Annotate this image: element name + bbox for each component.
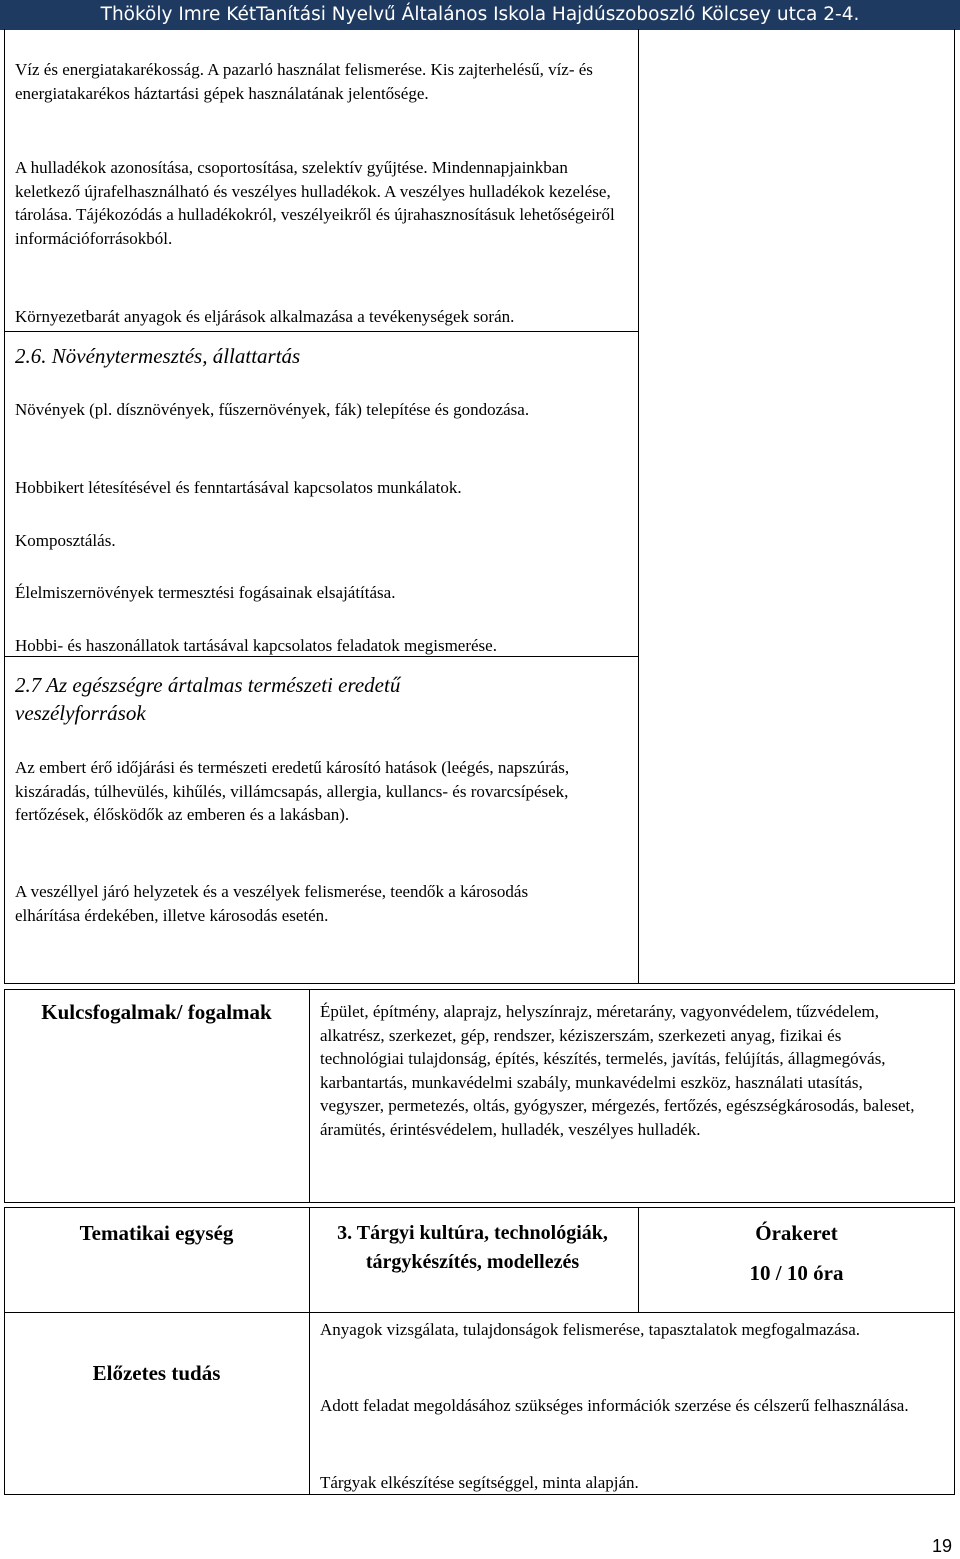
table2-column-divider (309, 989, 310, 1203)
prior-knowledge-label: Előzetes tudás (92, 1361, 221, 1385)
table1-column-divider (638, 29, 639, 984)
table2-border-top (4, 989, 955, 990)
paragraph-eco-materials: Környezetbarát anyagok és eljárások alkalmazása a tevékenységek során. (15, 307, 515, 326)
hours-label: Órakeret (755, 1221, 838, 1245)
section-heading-2-6: 2.6. Növénytermesztés, állattartás (15, 344, 301, 368)
list-item: Élelmiszernövények termesztési fogásainak elsajátítása. (15, 583, 396, 602)
table1-border-right (954, 29, 955, 984)
table3-row-divider (4, 1312, 955, 1313)
header-text: Thököly Imre KétTanítási Nyelvű Általános Iskola Hajdúszoboszló Kölcsey utca 2-4. (100, 4, 860, 25)
table1-rule-2-6 (4, 331, 639, 332)
section-heading-2-7: 2.7 Az egészségre ártalmas természeti eredetű veszélyforrások (15, 673, 401, 725)
prior-knowledge-item: Anyagok vizsgálata, tulajdonságok felismerése, tapasztalatok megfogalmazása. (320, 1320, 861, 1339)
page-number: 19 (931, 1536, 952, 1556)
document-header (0, 0, 960, 30)
table3-column-divider (309, 1207, 310, 1495)
table3-border-top (4, 1207, 955, 1208)
thematic-unit-title: 3. Tárgyi kultúra, technológiák, tárgykészítés, modellezés (337, 1222, 608, 1273)
paragraph-hazard-response: A veszéllyel járó helyzetek és a veszélyek felismerése, teendők a károsodás elhárítása érdekében, illetve károsodás esetén. (15, 882, 529, 925)
list-item: Növények (pl. dísznövények, fűszernövények, fák) telepítése és gondozása. (15, 400, 530, 419)
list-item: Hobbi- és haszonállatok tartásával kapcsolatos feladatok megismerése. (15, 636, 497, 655)
table2-border-bottom (4, 1202, 955, 1203)
prior-knowledge-item: Adott feladat megoldásához szükséges információk szerzése és célszerű felhasználása. (320, 1396, 909, 1415)
thematic-unit-label: Tematikai egység (79, 1221, 234, 1245)
paragraph-waste: A hulladékok azonosítása, csoportosítása, szelektív gyűjtése. Mindennapjainkban keletkező újrafelhasználható és veszélyes hulladékok. A veszélyes hulladékok kezelése, tárolása. Tájékozódás a hulladékokról, veszélyeikről és újrahasznosításuk lehetőségeiről információforrásokból. (15, 158, 615, 248)
key-concepts-text: Épület, építmény, alaprajz, helyszínrajz, méretarány, vagyonvédelem, tűzvédelem, alkatrész, szerkezet, gép, rendszer, kéziszerszám, szerkezeti anyag, fizikai és technológiai tulajdonság, építés, készítés, termelés, javítás, felújítás, állagmegóvás, karbantartás, munkavédelmi szabály, munkavédelmi eszköz, használati utasítás, vegyszer, permetezés, oltás, gyógyszer, mérgezés, fertőzés, egészségkárosodás, baleset, áramütés, érintésvédelem, hulladék, veszélyes hulladék. (320, 1002, 915, 1139)
table1-border-left (4, 29, 5, 984)
prior-knowledge-item: Tárgyak elkészítése segítséggel, minta alapján. (320, 1473, 639, 1492)
table2-border-right (954, 989, 955, 1203)
table3-border-left (4, 1207, 5, 1495)
paragraph-water-energy: Víz és energiatakarékosság. A pazarló használat felismerése. Kis zajterhelésű, víz- és energiatakarékos háztartási gépek használatának jelentősége. (15, 60, 593, 103)
paragraph-natural-hazards: Az embert érő időjárási és természeti eredetű károsító hatások (leégés, napszúrás, kiszáradás, túlhevülés, kihűlés, villámcsapás, allergia, kullancs- és rovarcsípések, fertőzések, élősködők az emberen és a lakásban). (15, 758, 570, 824)
key-concepts-label: Kulcsfogalmak/ fogalmak (41, 1000, 272, 1024)
hours-value: 10 / 10 óra (749, 1261, 844, 1285)
list-item: Hobbikert létesítésével és fenntartásával kapcsolatos munkálatok. (15, 478, 462, 497)
list-item: Komposztálás. (15, 531, 116, 550)
table1-border-bottom (4, 983, 955, 984)
table3-border-right (954, 1207, 955, 1495)
